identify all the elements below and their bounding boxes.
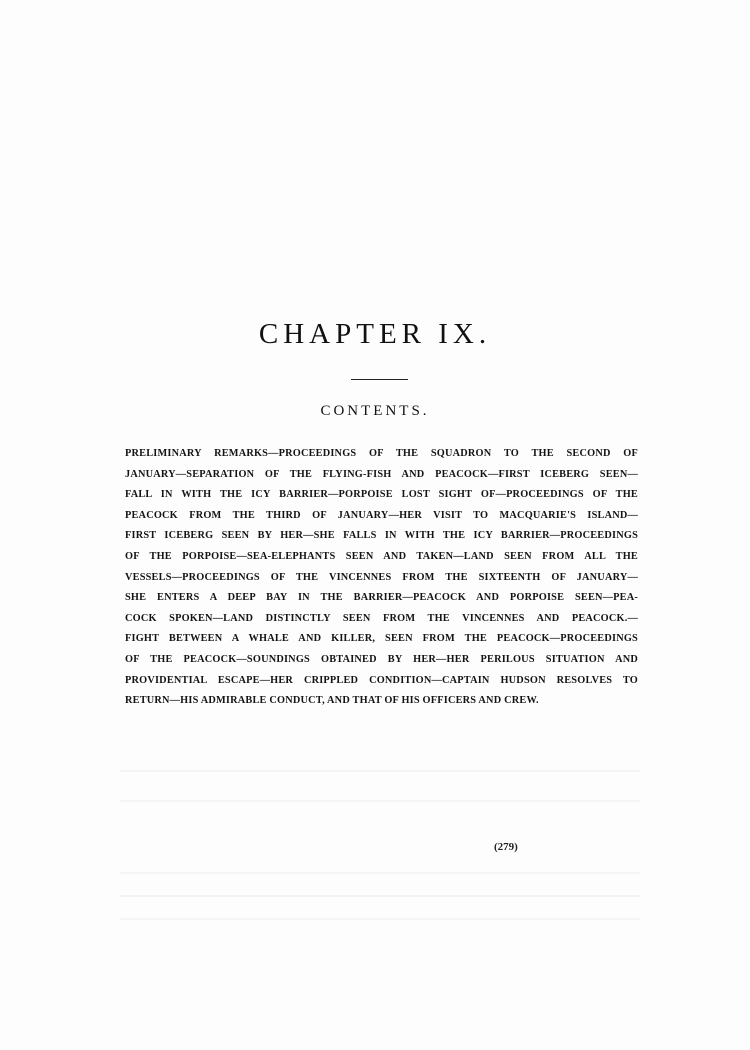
show-through-line: [120, 872, 640, 874]
contents-line: VESSELS—PROCEEDINGS OF THE VINCENNES FROM THE SIXTEENTH OF JANUARY—: [125, 571, 638, 583]
contents-line: FALL IN WITH THE ICY BARRIER—PORPOISE LOST SIGHT OF—PROCEEDINGS OF THE: [125, 489, 638, 501]
contents-line: OF THE PEACOCK—SOUNDINGS OBTAINED BY HER—HER PERILOUS SITUATION AND: [125, 653, 638, 665]
contents-line: SHE ENTERS A DEEP BAY IN THE BARRIER—PEACOCK AND PORPOISE SEEN—PEA-: [125, 592, 638, 604]
contents-line: FIRST ICEBERG SEEN BY HER—SHE FALLS IN WITH THE ICY BARRIER—PROCEEDINGS: [125, 530, 638, 542]
contents-line: OF THE PORPOISE—SEA-ELEPHANTS SEEN AND TAKEN—LAND SEEN FROM ALL THE: [125, 550, 638, 562]
contents-line: FIGHT BETWEEN A WHALE AND KILLER, SEEN FROM THE PEACOCK—PROCEEDINGS: [125, 633, 638, 645]
contents-line: RETURN—HIS ADMIRABLE CONDUCT, AND THAT OF HIS OFFICERS AND CREW.: [125, 695, 539, 707]
contents-line: PROVIDENTIAL ESCAPE—HER CRIPPLED CONDITION—CAPTAIN HUDSON RESOLVES TO: [125, 674, 638, 686]
show-through-line: [120, 895, 640, 897]
show-through-line: [120, 918, 640, 920]
page-number: (279): [494, 841, 518, 853]
show-through-line: [120, 770, 640, 772]
contents-summary: [125, 444, 638, 712]
show-through-line: [120, 800, 640, 802]
contents-line: JANUARY—SEPARATION OF THE FLYING-FISH AND PEACOCK—FIRST ICEBERG SEEN—: [125, 468, 638, 480]
contents-line: PRELIMINARY REMARKS—PROCEEDINGS OF THE SQUADRON TO THE SECOND OF: [125, 448, 638, 459]
chapter-title: CHAPTER IX.: [258, 318, 492, 350]
title-rule: [351, 379, 408, 380]
contents-line: COCK SPOKEN—LAND DISTINCTLY SEEN FROM THE VINCENNES AND PEACOCK.—: [125, 612, 638, 624]
contents-heading: CONTENTS.: [320, 403, 430, 419]
contents-line: PEACOCK FROM THE THIRD OF JANUARY—HER VISIT TO MACQUARIE'S ISLAND—: [125, 509, 638, 521]
